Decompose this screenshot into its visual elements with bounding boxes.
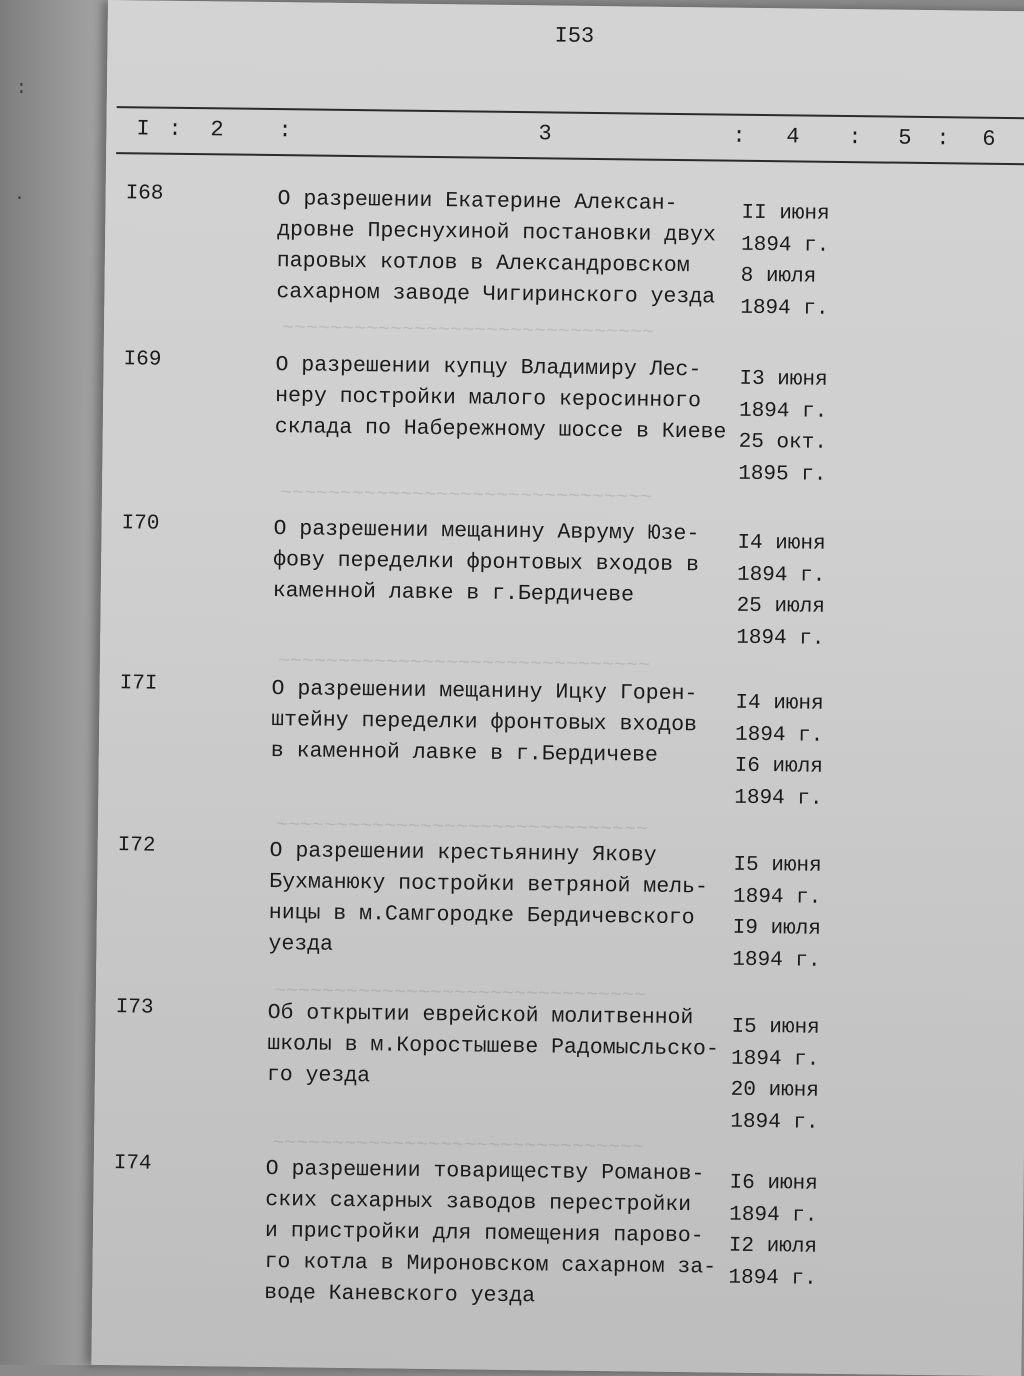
entry-description: О разрешении мещанину Авруму Юзе- фову переделки фронтовых входов в каменной лавке в г.Бердичеве <box>272 517 700 608</box>
column-separator: : <box>168 116 182 142</box>
entry-dates: I6 июня 1894 г. I2 июля 1894 г. <box>728 1171 818 1291</box>
entry-number: I7I <box>119 672 158 696</box>
page-number: I53 <box>554 23 595 49</box>
entry-number: I68 <box>125 182 164 206</box>
column-header-6: 6 <box>982 126 996 152</box>
column-separator: : <box>732 123 746 149</box>
column-header-3: 3 <box>538 121 552 147</box>
entry-number: I73 <box>115 996 154 1020</box>
margin-mark: : <box>16 79 27 99</box>
entry-dates: I5 июня 1894 г. I9 июля 1894 г. <box>732 853 822 973</box>
entry-dates: I4 июня 1894 г. I6 июля 1894 г. <box>734 691 824 811</box>
document-page <box>91 0 1024 1376</box>
column-header-1: I <box>136 116 150 142</box>
entry-description: О разрешении купцу Владимиру Лес- неру постройки малого керосинного склада по Набережному шоссе в Киеве <box>274 353 727 445</box>
entry-dates: II июня 1894 г. 8 июля 1894 г. <box>740 201 830 321</box>
bleed-through: ~~~~~~~~~~~~~~~~~~~~~~~~~~~~~~~ <box>281 317 655 345</box>
column-separator: : <box>848 125 862 151</box>
column-header-2: 2 <box>210 117 224 143</box>
entry-description: О разрешении Екатерине Алексан- дровне Преснухиной постановки двух паровых котлов в Александровском сахарном заводе Чигиринского уезда <box>276 187 716 310</box>
table-row <box>104 348 1024 487</box>
bleed-through: ~~~~~~~~~~~~~~~~~~~~~~~~~~~~~~~ <box>271 1132 645 1160</box>
header-rule-bottom <box>116 152 1024 165</box>
entry-dates: I4 июня 1894 г. 25 июля 1894 г. <box>736 531 826 651</box>
column-separator: : <box>936 126 950 152</box>
table-row <box>102 512 1022 651</box>
entry-description: О разрешении крестьянину Якову Бухманюку постройки ветряной мель- ницы в м.Самгородке Бердичевского уезда <box>268 839 709 957</box>
entry-number: I72 <box>117 834 156 858</box>
bleed-through: ~~~~~~~~~~~~~~~~~~~~~~~~~~~~~~~ <box>273 980 647 1008</box>
entry-number: I69 <box>123 348 162 372</box>
column-header-4: 4 <box>786 124 800 150</box>
bleed-through: ~~~~~~~~~~~~~~~~~~~~~~~~~~~~~~~ <box>275 814 649 842</box>
margin-mark: . <box>14 185 25 205</box>
column-separator: : <box>278 118 292 144</box>
table-row <box>106 182 1024 321</box>
column-header-5: 5 <box>898 125 912 151</box>
entry-description: О разрешении мещанину Ицку Горен- штейну переделки фронтовых входов в каменной лавке в г.Бердичеве <box>270 677 698 768</box>
entry-dates: I5 июня 1894 г. 20 июня 1894 г. <box>730 1015 820 1135</box>
bleed-through: ~~~~~~~~~~~~~~~~~~~~~~~~~~~~~~~ <box>279 482 653 510</box>
bleed-through: ~~~~~~~~~~~~~~~~~~~~~~~~~~~~~~~ <box>277 650 651 678</box>
header-rule-top <box>117 106 1024 119</box>
entry-number: I74 <box>113 1152 152 1176</box>
entry-description: Об открытии еврейской молитвенной школы в м.Коростышеве Радомысльско- го уезда <box>266 1001 719 1089</box>
entry-description: О разрешении товариществу Романов- ских сахарных заводов перестройки и пристройки для помещения парово- го котла в Мироновском сахарном за- воде Каневского уезда <box>264 1157 717 1309</box>
entry-number: I70 <box>121 512 160 536</box>
entry-dates: I3 июня 1894 г. 25 окт. 1895 г. <box>738 367 828 487</box>
